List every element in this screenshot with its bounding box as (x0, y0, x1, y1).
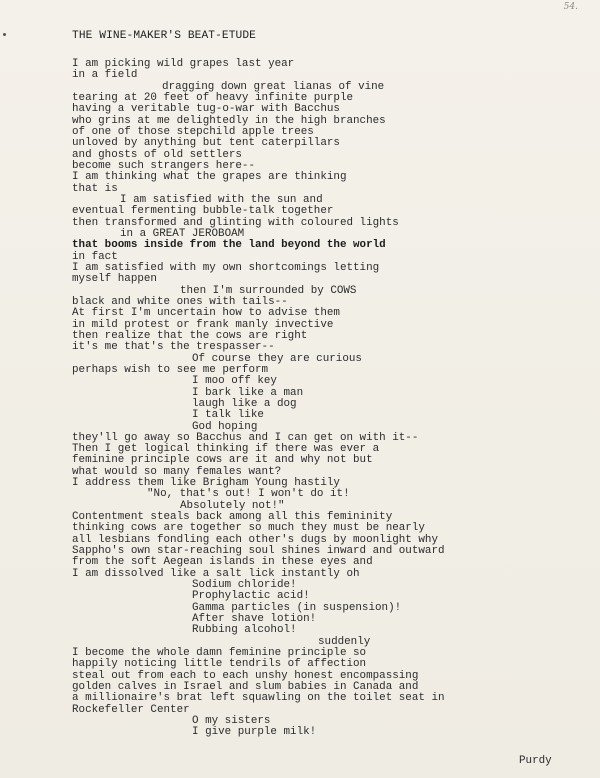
poem-line: who grins at me delightedly in the high branches (72, 114, 386, 127)
poem-line: "No, that's out! I won't do it! (147, 488, 350, 501)
poem-line: Then I get logical thinking if there was ever a (72, 443, 380, 456)
poem-line: golden calves in Israel and slum babies in Canada and (72, 681, 419, 694)
poem-line: then realize that the cows are right (72, 329, 308, 342)
poem-line: unloved by anything but tent caterpillars (72, 137, 340, 150)
poem-line: O my sisters (192, 715, 271, 728)
poem-line: Contentment steals back among all this femininity (72, 511, 393, 524)
poem-line: steal out from each to each unshy honest encompassing (72, 669, 419, 682)
poem-title: THE WINE-MAKER'S BEAT-ETUDE (72, 30, 256, 42)
poem-line: laugh like a dog (192, 397, 297, 410)
poem-line: in a GREAT JEROBOAM (120, 227, 245, 240)
poem-line: At first I'm uncertain how to advise them (72, 307, 340, 320)
poem-line: that is (72, 182, 118, 195)
poem-line: I moo off key (192, 375, 277, 388)
poem-line: that booms inside from the land beyond the world (72, 239, 386, 252)
poem-line: I am thinking what the grapes are thinking (72, 171, 347, 184)
poem-line: and ghosts of old settlers (72, 148, 242, 161)
poem-line: then I'm surrounded by COWS (180, 284, 357, 297)
poem-line: Of course they are curious (192, 352, 362, 365)
poem-line: dragging down great lianas of vine (162, 80, 385, 93)
poem-line: a millionaire's brat left squawling on the toilet seat in (72, 692, 445, 705)
poem-line: in a field (72, 69, 138, 82)
page-number: 54. (563, 2, 578, 12)
poem-line: then transformed and glinting with coloured lights (72, 216, 399, 229)
poem-line: Gamma particles (in suspension)! (192, 601, 402, 614)
poem-line: having a veritable tug-o-war with Bacchus (72, 103, 340, 116)
poem-line: from the soft Aegean islands in these eyes and (72, 556, 373, 569)
poem-line: suddenly (318, 635, 371, 648)
poem-line: I address them like Brigham Young hastily (72, 477, 340, 490)
poem-line: I am satisfied with the sun and (120, 193, 323, 206)
poem-line: Sappho's own star-reaching soul shines inward and outward (72, 545, 445, 558)
poem-line: tearing at 20 feet of heavy infinite purple (72, 91, 354, 104)
ink-dot (3, 33, 6, 36)
poem-line: thinking cows are together so much they must be nearly (72, 522, 425, 535)
poem-line: I talk like (192, 409, 264, 422)
poem-line: I give purple milk! (192, 726, 317, 739)
poem-line: all lesbians fondling each other's dugs by moonlight why (72, 533, 438, 546)
poem-line: of one of those stepchild apple trees (72, 125, 314, 138)
poem-line: in fact (72, 250, 118, 263)
poem-line: in mild protest or frank manly invective (72, 318, 334, 331)
poem-line: Rubbing alcohol! (192, 624, 297, 637)
author-signature: Purdy (519, 755, 552, 767)
poem-line: I am satisfied with my own shortcomings letting (72, 261, 380, 274)
poem-line: black and white ones with tails-- (72, 295, 288, 308)
poem-line: Rockefeller Center (72, 703, 190, 716)
poem-line: I become the whole damn feminine principle so (72, 647, 367, 660)
poem-line: After shave lotion! (192, 613, 317, 626)
poem-line: it's me that's the trespasser-- (72, 341, 275, 354)
poem-line: happily noticing little tendrils of affection (72, 658, 367, 671)
poem-line: what would so many females want? (72, 465, 282, 478)
poem-line: I am dissolved like a salt lick instantly oh (72, 567, 360, 580)
poem-line: feminine principle cows are it and why not but (72, 454, 373, 467)
poem-line: I am picking wild grapes last year (72, 58, 295, 70)
poem-line: Absolutely not!" (180, 499, 285, 512)
poem-line: I bark like a man (192, 386, 304, 399)
poem-line: become such strangers here-- (72, 159, 255, 172)
poem-line: God hoping (192, 420, 258, 433)
poem-line: Prophylactic acid! (192, 590, 310, 603)
poem-body (72, 59, 445, 739)
poem-line: they'll go away so Bacchus and I can get on with it-- (72, 431, 419, 444)
poem-line: eventual fermenting bubble-talk together (72, 205, 334, 218)
poem-line: perhaps wish to see me perform (72, 363, 269, 376)
poem-line: myself happen (72, 273, 157, 286)
poem-line: Sodium chloride! (192, 579, 297, 592)
